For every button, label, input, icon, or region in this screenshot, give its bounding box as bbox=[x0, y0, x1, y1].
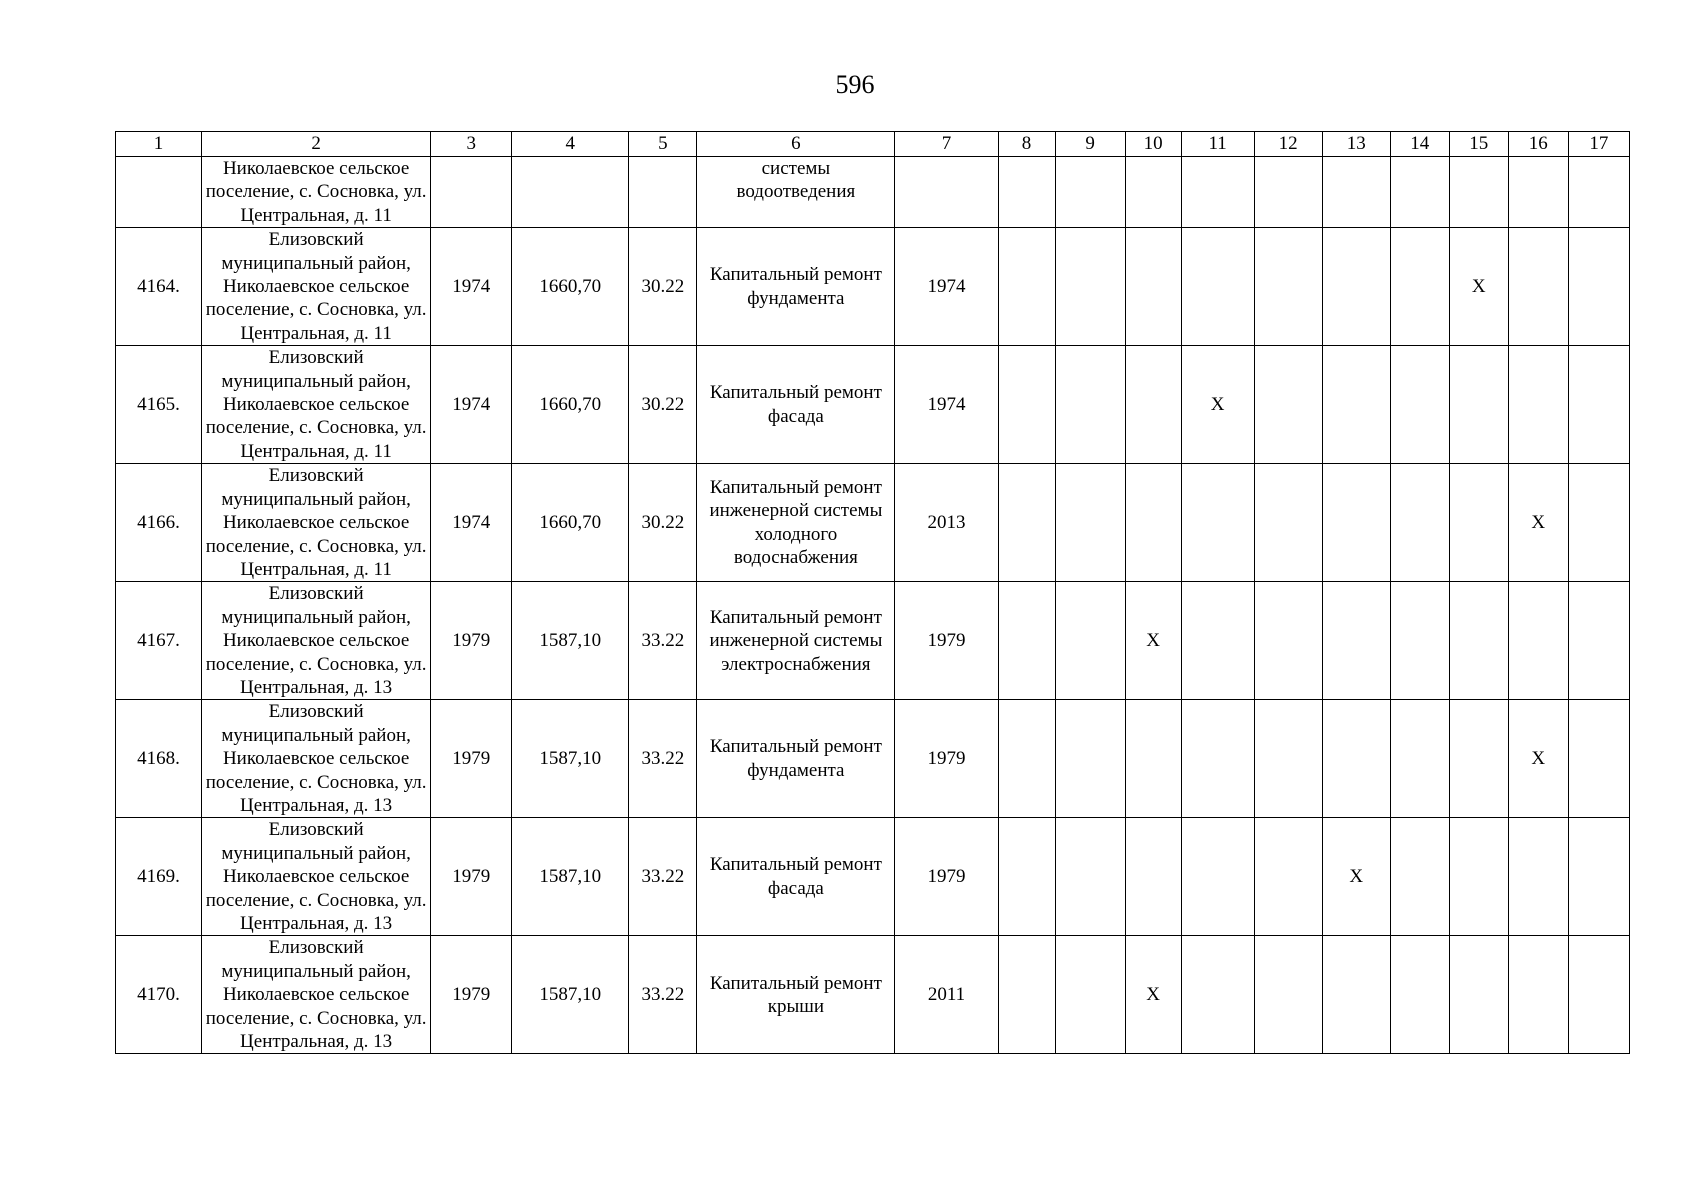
cell-empty bbox=[1508, 582, 1568, 700]
cell-empty bbox=[1390, 464, 1449, 582]
repair-year-cell: 2011 bbox=[895, 936, 998, 1054]
work-type-cell: Капитальный ремонт инженерной системы электроснабжения bbox=[697, 582, 895, 700]
cell-empty bbox=[1181, 157, 1254, 228]
cell-empty bbox=[1390, 818, 1449, 936]
address-cell: Елизовский муниципальный район, Николаевское сельское поселение, с. Сосновка, ул. Центральная, д. 11 bbox=[202, 346, 431, 464]
year-built-cell: 1979 bbox=[431, 818, 512, 936]
mark-cell bbox=[1508, 464, 1568, 582]
address-cell: Николаевское сельское поселение, с. Сосновка, ул. Центральная, д. 11 bbox=[202, 157, 431, 228]
column-number: 4 bbox=[512, 132, 629, 157]
wear-cell: 30.22 bbox=[629, 464, 697, 582]
cell-empty bbox=[1322, 700, 1390, 818]
cell-empty bbox=[1055, 818, 1125, 936]
cell-empty bbox=[1181, 228, 1254, 346]
cell-empty bbox=[1508, 936, 1568, 1054]
x-mark: X bbox=[1531, 512, 1546, 534]
cell-empty bbox=[1254, 936, 1322, 1054]
row-number-cell: 4165. bbox=[116, 346, 202, 464]
cell-empty bbox=[1568, 582, 1629, 700]
cell-empty bbox=[998, 700, 1055, 818]
area-cell: 1660,70 bbox=[512, 228, 629, 346]
cell-empty bbox=[1322, 936, 1390, 1054]
cell-empty bbox=[1181, 818, 1254, 936]
cell-empty bbox=[1254, 700, 1322, 818]
cell-empty bbox=[1125, 228, 1181, 346]
row-number-cell: 4166. bbox=[116, 464, 202, 582]
year-built-cell: 1979 bbox=[431, 582, 512, 700]
cell-empty bbox=[1125, 346, 1181, 464]
cell-empty bbox=[1254, 228, 1322, 346]
cell-empty bbox=[1055, 936, 1125, 1054]
column-number: 6 bbox=[697, 132, 895, 157]
cell-empty bbox=[1055, 700, 1125, 818]
cell-empty bbox=[998, 157, 1055, 228]
year-built-cell: 1979 bbox=[431, 936, 512, 1054]
cell-empty bbox=[116, 157, 202, 228]
table-row bbox=[116, 346, 1630, 464]
cell-empty bbox=[1125, 700, 1181, 818]
x-mark: X bbox=[1210, 394, 1225, 416]
area-cell: 1587,10 bbox=[512, 700, 629, 818]
cell-empty bbox=[1254, 818, 1322, 936]
column-number: 8 bbox=[998, 132, 1055, 157]
mark-cell bbox=[1125, 936, 1181, 1054]
cell-empty bbox=[998, 818, 1055, 936]
area-cell: 1587,10 bbox=[512, 582, 629, 700]
cell-empty bbox=[1322, 157, 1390, 228]
x-mark: X bbox=[1471, 276, 1486, 298]
area-cell: 1660,70 bbox=[512, 346, 629, 464]
row-number-cell: 4164. bbox=[116, 228, 202, 346]
column-number-row bbox=[116, 132, 1630, 157]
row-number-cell: 4167. bbox=[116, 582, 202, 700]
address-cell: Елизовский муниципальный район, Николаевское сельское поселение, с. Сосновка, ул. Центральная, д. 13 bbox=[202, 818, 431, 936]
cell-empty bbox=[998, 228, 1055, 346]
column-number: 7 bbox=[895, 132, 998, 157]
x-mark: X bbox=[1146, 984, 1160, 1006]
work-type-cell: Капитальный ремонт крыши bbox=[697, 936, 895, 1054]
wear-cell: 30.22 bbox=[629, 228, 697, 346]
cell-empty bbox=[1254, 157, 1322, 228]
page-number: 596 bbox=[835, 70, 875, 99]
mark-cell bbox=[1125, 582, 1181, 700]
year-built-cell: 1979 bbox=[431, 700, 512, 818]
mark-cell bbox=[1181, 346, 1254, 464]
column-number: 3 bbox=[431, 132, 512, 157]
cell-empty bbox=[1568, 228, 1629, 346]
table-row bbox=[116, 818, 1630, 936]
column-number: 10 bbox=[1125, 132, 1181, 157]
table-row bbox=[116, 228, 1630, 346]
row-number-cell: 4169. bbox=[116, 818, 202, 936]
cell-empty bbox=[1055, 464, 1125, 582]
repair-year-cell: 2013 bbox=[895, 464, 998, 582]
cell-empty bbox=[1181, 936, 1254, 1054]
cell-empty bbox=[1390, 157, 1449, 228]
wear-cell: 33.22 bbox=[629, 700, 697, 818]
cell-empty bbox=[1254, 346, 1322, 464]
x-mark: X bbox=[1349, 866, 1364, 888]
column-number: 14 bbox=[1390, 132, 1449, 157]
cell-empty bbox=[1568, 936, 1629, 1054]
cell-empty bbox=[1254, 464, 1322, 582]
cell-empty bbox=[1508, 818, 1568, 936]
cell-empty bbox=[1055, 228, 1125, 346]
cell-empty bbox=[1125, 157, 1181, 228]
table-row bbox=[116, 700, 1630, 818]
address-cell: Елизовский муниципальный район, Николаевское сельское поселение, с. Сосновка, ул. Центральная, д. 11 bbox=[202, 228, 431, 346]
cell-empty bbox=[1322, 464, 1390, 582]
cell-empty bbox=[1568, 346, 1629, 464]
work-type-cell: системы водоотведения bbox=[697, 157, 895, 228]
cell-empty bbox=[998, 582, 1055, 700]
repair-year-cell: 1979 bbox=[895, 582, 998, 700]
cell-empty bbox=[1125, 818, 1181, 936]
cell-empty bbox=[1390, 582, 1449, 700]
cell-empty bbox=[895, 157, 998, 228]
year-built-cell: 1974 bbox=[431, 228, 512, 346]
repair-year-cell: 1974 bbox=[895, 346, 998, 464]
address-cell: Елизовский муниципальный район, Николаевское сельское поселение, с. Сосновка, ул. Центральная, д. 13 bbox=[202, 700, 431, 818]
cell-empty bbox=[1390, 228, 1449, 346]
cell-empty bbox=[1568, 818, 1629, 936]
cell-empty bbox=[1390, 700, 1449, 818]
cell-empty bbox=[1055, 157, 1125, 228]
column-number: 15 bbox=[1449, 132, 1508, 157]
cell-empty bbox=[1568, 464, 1629, 582]
cell-empty bbox=[1449, 157, 1508, 228]
cell-empty bbox=[1055, 346, 1125, 464]
cell-empty bbox=[1449, 582, 1508, 700]
year-built-cell: 1974 bbox=[431, 346, 512, 464]
repair-year-cell: 1979 bbox=[895, 700, 998, 818]
cell-empty bbox=[1449, 818, 1508, 936]
column-number: 5 bbox=[629, 132, 697, 157]
continuation-row bbox=[116, 157, 1630, 228]
cell-empty bbox=[1449, 936, 1508, 1054]
cell-empty bbox=[1181, 700, 1254, 818]
table-row bbox=[116, 464, 1630, 582]
cell-empty bbox=[1254, 582, 1322, 700]
column-number: 13 bbox=[1322, 132, 1390, 157]
address-cell: Елизовский муниципальный район, Николаевское сельское поселение, с. Сосновка, ул. Центральная, д. 13 bbox=[202, 936, 431, 1054]
repair-year-cell: 1979 bbox=[895, 818, 998, 936]
column-number: 16 bbox=[1508, 132, 1568, 157]
cell-empty bbox=[1055, 582, 1125, 700]
column-number: 17 bbox=[1568, 132, 1629, 157]
address-cell: Елизовский муниципальный район, Николаевское сельское поселение, с. Сосновка, ул. Центральная, д. 11 bbox=[202, 464, 431, 582]
row-number-cell: 4168. bbox=[116, 700, 202, 818]
row-number-cell: 4170. bbox=[116, 936, 202, 1054]
cell-empty bbox=[431, 157, 512, 228]
cell-empty bbox=[1181, 464, 1254, 582]
cell-empty bbox=[1449, 464, 1508, 582]
cell-empty bbox=[1125, 464, 1181, 582]
work-type-cell: Капитальный ремонт фундамента bbox=[697, 228, 895, 346]
cell-empty bbox=[629, 157, 697, 228]
mark-cell bbox=[1508, 700, 1568, 818]
cell-empty bbox=[1568, 700, 1629, 818]
cell-empty bbox=[1181, 582, 1254, 700]
wear-cell: 30.22 bbox=[629, 346, 697, 464]
area-cell: 1587,10 bbox=[512, 818, 629, 936]
cell-empty bbox=[512, 157, 629, 228]
x-mark: X bbox=[1146, 630, 1160, 652]
work-type-cell: Капитальный ремонт фасада bbox=[697, 346, 895, 464]
work-type-cell: Капитальный ремонт фундамента bbox=[697, 700, 895, 818]
column-number: 12 bbox=[1254, 132, 1322, 157]
area-cell: 1660,70 bbox=[512, 464, 629, 582]
column-number: 1 bbox=[116, 132, 202, 157]
table-body bbox=[116, 132, 1630, 1054]
work-type-cell: Капитальный ремонт инженерной системы холодного водоснабжения bbox=[697, 464, 895, 582]
cell-empty bbox=[1508, 228, 1568, 346]
cell-empty bbox=[1390, 346, 1449, 464]
cell-empty bbox=[1568, 157, 1629, 228]
column-number: 9 bbox=[1055, 132, 1125, 157]
repair-schedule-table bbox=[115, 131, 1630, 1054]
column-number: 11 bbox=[1181, 132, 1254, 157]
column-number: 2 bbox=[202, 132, 431, 157]
cell-empty bbox=[1322, 346, 1390, 464]
cell-empty bbox=[998, 936, 1055, 1054]
wear-cell: 33.22 bbox=[629, 936, 697, 1054]
repair-year-cell: 1974 bbox=[895, 228, 998, 346]
table-row bbox=[116, 582, 1630, 700]
address-cell: Елизовский муниципальный район, Николаевское сельское поселение, с. Сосновка, ул. Центральная, д. 13 bbox=[202, 582, 431, 700]
cell-empty bbox=[1508, 346, 1568, 464]
wear-cell: 33.22 bbox=[629, 818, 697, 936]
cell-empty bbox=[998, 464, 1055, 582]
table-row bbox=[116, 936, 1630, 1054]
cell-empty bbox=[1449, 700, 1508, 818]
mark-cell bbox=[1322, 818, 1390, 936]
mark-cell bbox=[1449, 228, 1508, 346]
year-built-cell: 1974 bbox=[431, 464, 512, 582]
wear-cell: 33.22 bbox=[629, 582, 697, 700]
cell-empty bbox=[1449, 346, 1508, 464]
cell-empty bbox=[1322, 228, 1390, 346]
area-cell: 1587,10 bbox=[512, 936, 629, 1054]
cell-empty bbox=[1508, 157, 1568, 228]
x-mark: X bbox=[1531, 748, 1546, 770]
work-type-cell: Капитальный ремонт фасада bbox=[697, 818, 895, 936]
cell-empty bbox=[998, 346, 1055, 464]
cell-empty bbox=[1322, 582, 1390, 700]
cell-empty bbox=[1390, 936, 1449, 1054]
